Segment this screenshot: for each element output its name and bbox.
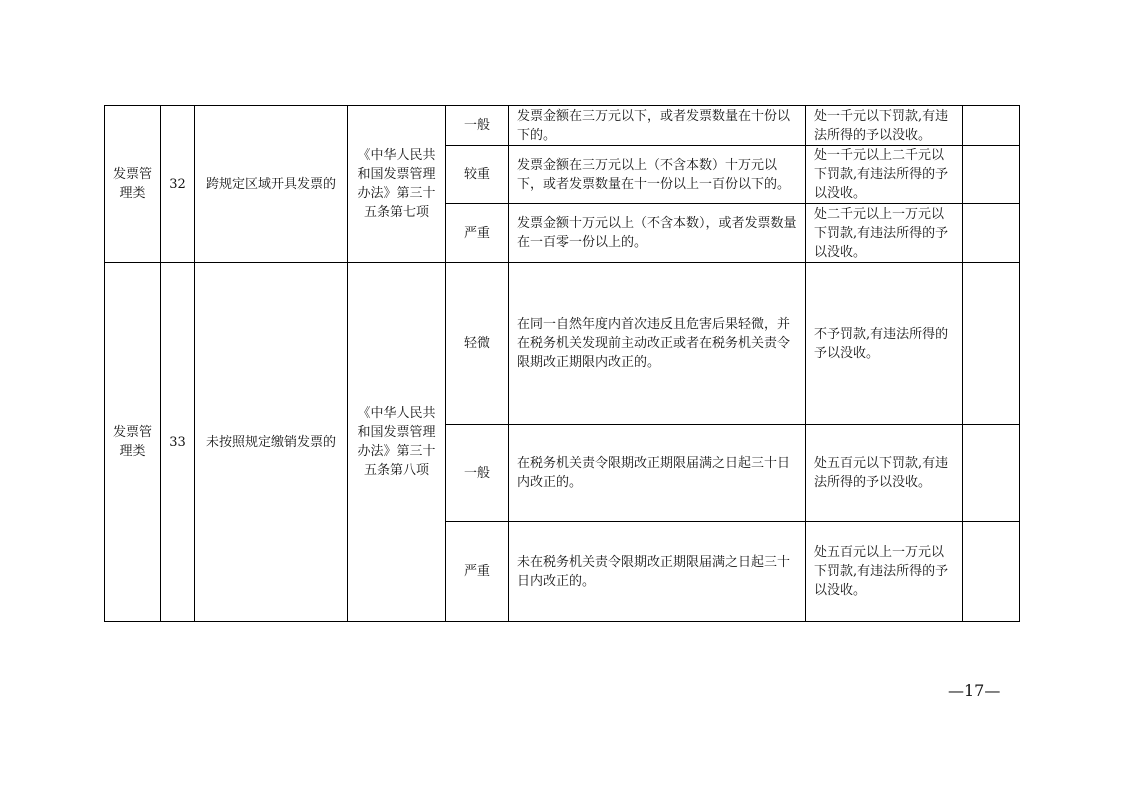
- item-number-cell: 33: [161, 263, 195, 622]
- level-cell: 一般: [446, 106, 509, 146]
- legal-basis-cell: 《中华人民共和国发票管理办法》第三十五条第七项: [348, 106, 446, 263]
- level-cell: 较重: [446, 146, 509, 204]
- remarks-cell: [963, 425, 1020, 522]
- circumstance-cell: 在同一自然年度内首次违反且危害后果轻微，并在税务机关发现前主动改正或者在税务机关责令限期改正期限内改正的。: [509, 263, 806, 425]
- table-row: [105, 263, 1020, 425]
- circumstance-cell: 发票金额在三万元以下，或者发票数量在十份以下的。: [509, 106, 806, 146]
- penalty-standard-cell: 处二千元以上一万元以下罚款,有违法所得的予以没收。: [806, 204, 963, 263]
- category-cell: 发票管理类: [105, 106, 161, 263]
- legal-basis-cell: 《中华人民共和国发票管理办法》第三十五条第八项: [348, 263, 446, 622]
- table-row: [105, 106, 1020, 146]
- violation-cell: 跨规定区域开具发票的: [195, 106, 348, 263]
- violation-cell: 未按照规定缴销发票的: [195, 263, 348, 622]
- penalty-table: [104, 105, 1020, 622]
- penalty-standard-cell: 不予罚款,有违法所得的予以没收。: [806, 263, 963, 425]
- circumstance-cell: 在税务机关责令限期改正期限届满之日起三十日内改正的。: [509, 425, 806, 522]
- category-cell: 发票管理类: [105, 263, 161, 622]
- remarks-cell: [963, 522, 1020, 622]
- penalty-standard-cell: 处五百元以下罚款,有违法所得的予以没收。: [806, 425, 963, 522]
- level-cell: 严重: [446, 204, 509, 263]
- penalty-standard-cell: 处一千元以下罚款,有违法所得的予以没收。: [806, 106, 963, 146]
- remarks-cell: [963, 263, 1020, 425]
- remarks-cell: [963, 106, 1020, 146]
- level-cell: 一般: [446, 425, 509, 522]
- circumstance-cell: 发票金额十万元以上（不含本数），或者发票数量在一百零一份以上的。: [509, 204, 806, 263]
- remarks-cell: [963, 204, 1020, 263]
- penalty-standard-cell: 处一千元以上二千元以下罚款,有违法所得的予以没收。: [806, 146, 963, 204]
- page-number: —17—: [948, 681, 1001, 700]
- penalty-standard-cell: 处五百元以上一万元以下罚款,有违法所得的予以没收。: [806, 522, 963, 622]
- circumstance-cell: 未在税务机关责令限期改正期限届满之日起三十日内改正的。: [509, 522, 806, 622]
- level-cell: 严重: [446, 522, 509, 622]
- level-cell: 轻微: [446, 263, 509, 425]
- circumstance-cell: 发票金额在三万元以上（不含本数）十万元以下，或者发票数量在十一份以上一百份以下的。: [509, 146, 806, 204]
- item-number-cell: 32: [161, 106, 195, 263]
- remarks-cell: [963, 146, 1020, 204]
